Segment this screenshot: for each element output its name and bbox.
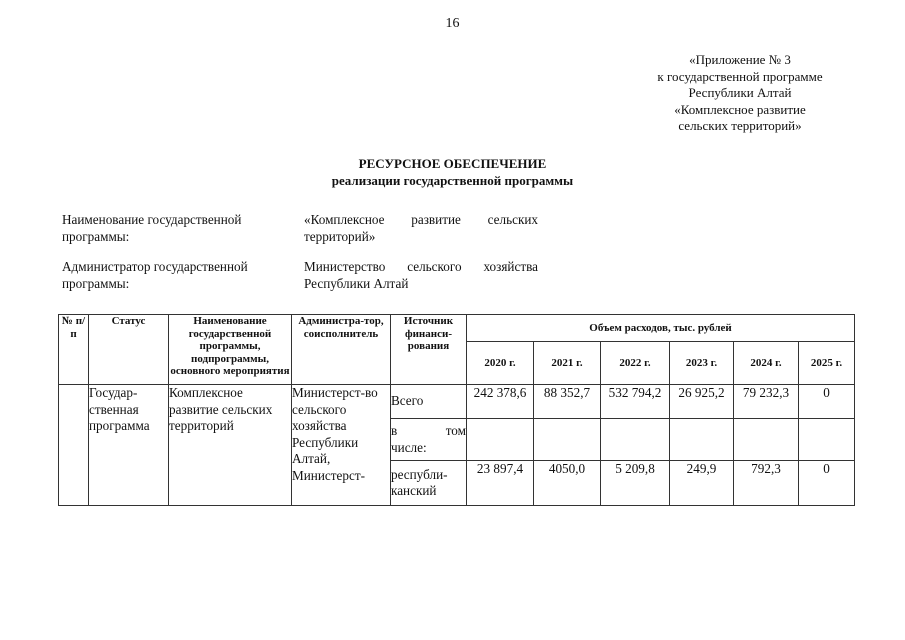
administrator-value: Министерство сельского хозяйства Республики Алтай xyxy=(304,259,538,291)
appendix-line: к государственной программе xyxy=(657,68,823,84)
header-year: 2025 г. xyxy=(799,342,855,385)
value-cell: 249,9 xyxy=(670,461,734,506)
status-cell: Государ-ственная программа xyxy=(89,385,169,506)
value-cell xyxy=(734,419,799,461)
document-title xyxy=(0,155,905,189)
header-name: Наименование государственной программы, подпрограммы, основного мероприятия xyxy=(169,315,292,385)
source-word: в xyxy=(391,423,398,438)
appendix-line: сельских территорий» xyxy=(678,118,802,133)
value-cell: 792,3 xyxy=(734,461,799,506)
value-cell: 79 232,3 xyxy=(734,385,799,419)
value-cell: 0 xyxy=(799,461,855,506)
header-admin: Администра-тор, соисполнитель xyxy=(292,315,391,385)
header-year: 2024 г. xyxy=(734,342,799,385)
program-cell: Комплексное развитие сельских территорий xyxy=(169,385,292,506)
appendix-line: Республики Алтай xyxy=(688,85,792,100)
source-line xyxy=(391,423,466,440)
appendix-line: «Приложение № 3 xyxy=(689,52,791,67)
page-number: 16 xyxy=(445,16,460,31)
source-cell: республи-канский xyxy=(391,461,467,506)
administrator-label: Администратор государственной программы: xyxy=(62,259,248,291)
title-line-1: РЕСУРСНОЕ ОБЕСПЕЧЕНИЕ xyxy=(358,156,547,171)
header-year: 2021 г. xyxy=(534,342,601,385)
source-word: том xyxy=(445,423,466,438)
title-line-2: реализации государственной программы xyxy=(331,173,574,188)
value-cell: 4050,0 xyxy=(534,461,601,506)
value-cell xyxy=(670,419,734,461)
header-year: 2022 г. xyxy=(601,342,670,385)
source-word: числе: xyxy=(391,439,427,455)
header-volume: Объем расходов, тыс. рублей xyxy=(467,315,855,342)
value-cell xyxy=(799,419,855,461)
value-cell: 23 897,4 xyxy=(467,461,534,506)
num-cell xyxy=(59,385,89,506)
source-cell: Всего xyxy=(391,385,467,419)
table-row xyxy=(59,385,855,419)
value-cell: 242 378,6 xyxy=(467,385,534,419)
value-cell: 26 925,2 xyxy=(670,385,734,419)
header-num: № п/п xyxy=(59,315,89,385)
value-cell xyxy=(601,419,670,461)
value-cell: 0 xyxy=(799,385,855,419)
value-cell: 88 352,7 xyxy=(534,385,601,419)
program-name-value: «Комплексное развитие сельских территорий» xyxy=(304,212,538,244)
header-status: Статус xyxy=(89,315,169,385)
value-cell: 5 209,8 xyxy=(601,461,670,506)
header-year: 2023 г. xyxy=(670,342,734,385)
header-year: 2020 г. xyxy=(467,342,534,385)
value-cell xyxy=(467,419,534,461)
header-source: Источник финанси-рования xyxy=(391,315,467,385)
resource-table xyxy=(58,314,855,506)
appendix-note xyxy=(640,52,840,135)
admin-cell: Министерст-во сельского хозяйства Республики Алтай, Министерст- xyxy=(292,385,391,506)
value-cell: 532 794,2 xyxy=(601,385,670,419)
program-name-label: Наименование государственной программы: xyxy=(62,212,242,244)
value-cell xyxy=(534,419,601,461)
source-cell xyxy=(391,419,467,461)
appendix-line: «Комплексное развитие xyxy=(674,101,806,117)
